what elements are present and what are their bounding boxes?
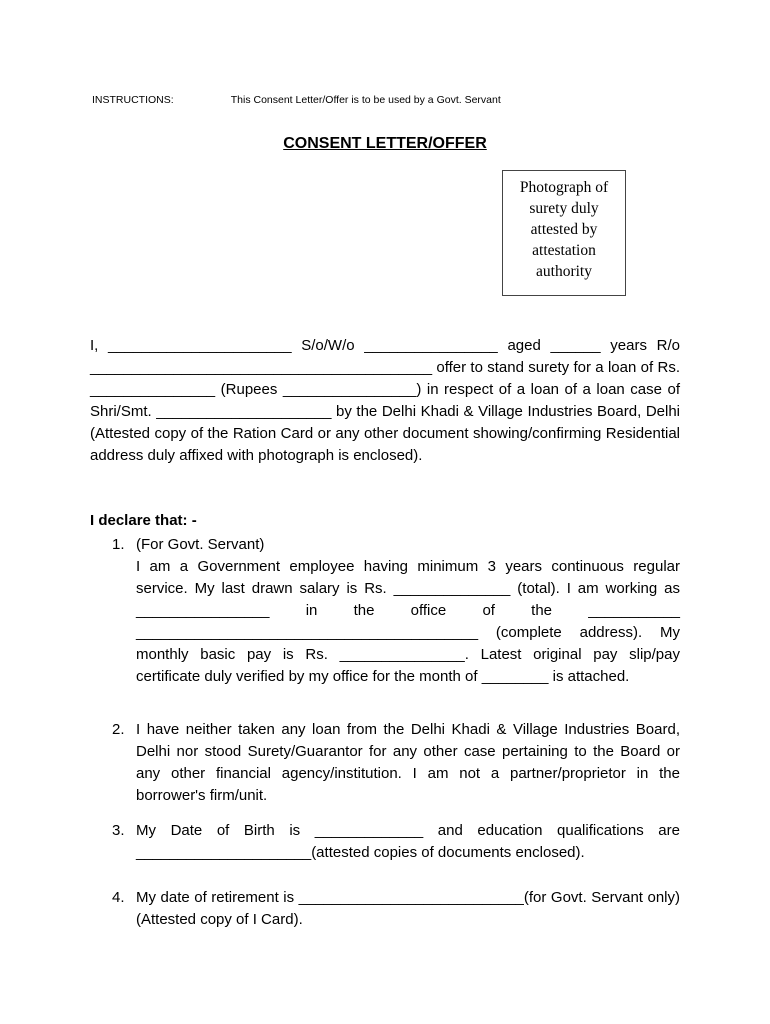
- photo-box-line: attestation: [532, 242, 596, 259]
- declaration-item-2: [112, 719, 680, 807]
- item-text: I am a Government employee having minimum 3 years continuous regular service. My last drawn salary is Rs. ______________ (total). I am working as ________________ in the office of the ___________ _________________________________________ (complete address). My monthly basic pay is Rs. _______________. Latest original pay slip/pay certificate duly verified by my office for the month of ________ is attached.: [136, 558, 680, 685]
- instructions-label: INSTRUCTIONS:: [92, 94, 174, 106]
- item-subheading: (For Govt. Servant): [136, 536, 265, 553]
- item-text: My Date of Birth is _____________ and education qualifications are _____________________(attested copies of documents enclosed).: [136, 822, 680, 861]
- item-number: 1.: [112, 536, 125, 553]
- item-text: I have neither taken any loan from the Delhi Khadi & Village Industries Board, Delhi nor stood Surety/Guarantor for any other case pertaining to the Board or any other financial agency/institution. I am not a partner/proprietor in the borrower's firm/unit.: [136, 721, 680, 804]
- photo-box-line: attested by: [530, 221, 598, 238]
- declaration-item-4: [112, 887, 680, 931]
- item-text: My date of retirement is ___________________________(for Govt. Servant only)(Attested copy of I Card).: [136, 889, 680, 928]
- item-number: 2.: [112, 721, 125, 738]
- item-number: 3.: [112, 822, 125, 839]
- declaration-item-3: [112, 820, 680, 864]
- instructions-text: This Consent Letter/Offer is to be used by a Govt. Servant: [230, 94, 501, 106]
- document-title: CONSENT LETTER/OFFER: [283, 135, 487, 152]
- photo-box-line: authority: [536, 263, 592, 280]
- photo-box-line: Photograph of: [519, 179, 609, 196]
- intro-paragraph: [90, 335, 680, 467]
- photo-box-line: surety duly: [529, 200, 599, 217]
- photograph-box: [502, 170, 626, 296]
- intro-paragraph-text: I, ______________________ S/o/W/o ________________ aged ______ years R/o _________________________________________ offer to stand surety for a loan of Rs. _______________ (Rupees ________________) in respect of a loan of a loan case of Shri/Smt. _____________________ by the Delhi Khadi & Village Industries Board, Delhi (Attested copy of the Ration Card or any other document showing/confirming Residential address duly affixed with photograph is enclosed).: [90, 337, 680, 464]
- item-number: 4.: [112, 889, 125, 906]
- instructions-line: [92, 94, 501, 106]
- declaration-item-1: [112, 534, 680, 688]
- declare-heading: I declare that: -: [90, 512, 197, 529]
